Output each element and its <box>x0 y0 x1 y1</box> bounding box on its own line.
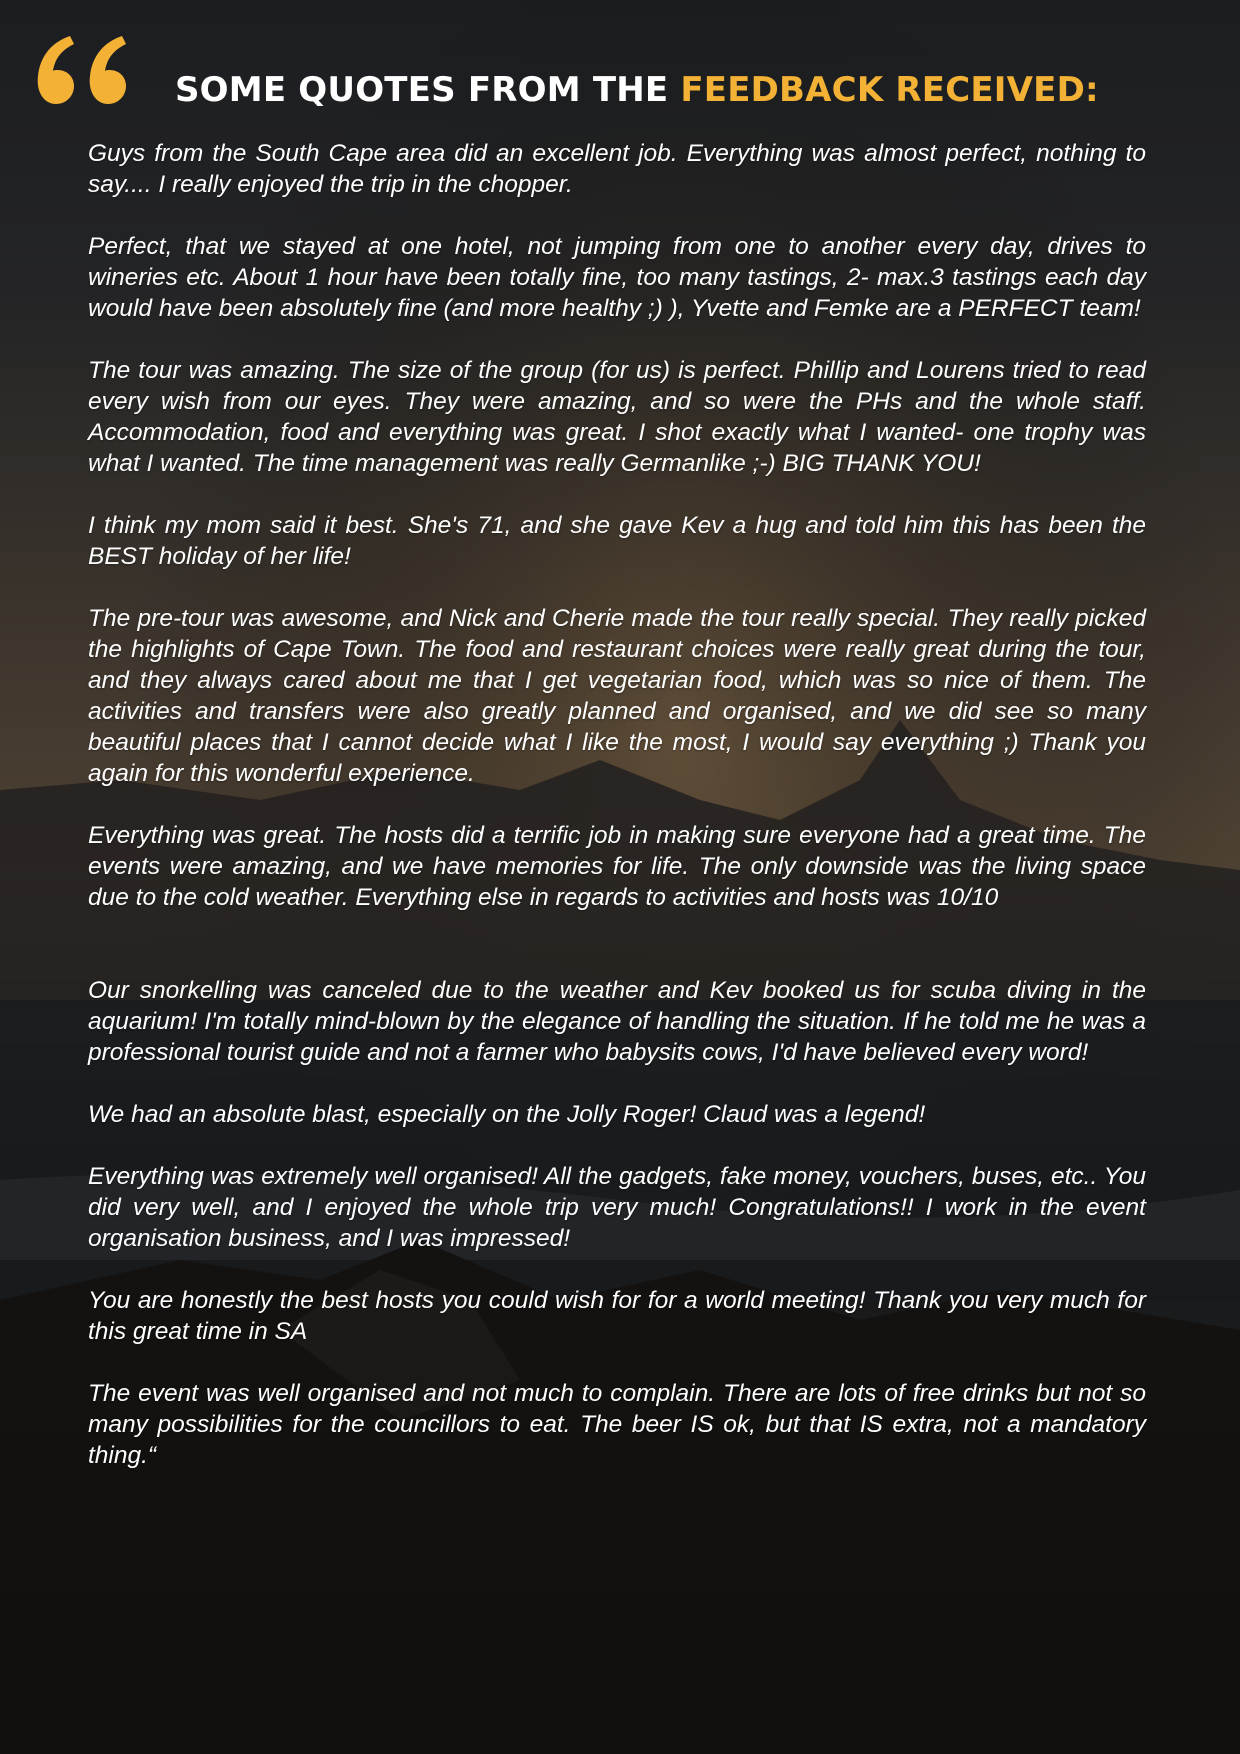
feedback-quote: The event was well organised and not much to complain. There are lots of free drinks but not so many possibilities for the councillors to eat. The beer IS ok, but that IS extra, not a mandatory thing.“ <box>88 1380 1146 1469</box>
feedback-quote: You are honestly the best hosts you could wish for for a world meeting! Thank you very much for this great time in SA <box>88 1287 1146 1345</box>
feedback-quote: Perfect, that we stayed at one hotel, not jumping from one to another every day, drives to wineries etc. About 1 hour have been totally fine, too many tastings, 2- max.3 tastings each day would have been absolutely fine (and more healthy ;) ), Yvette and Femke are a PERFECT team! <box>88 233 1146 322</box>
feedback-quote: Everything was great. The hosts did a terrific job in making sure everyone had a great time. The events were amazing, and we have memories for life. The only downside was the living space due to the cold weather. Everything else in regards to activities and hosts was 10/10 <box>88 822 1146 911</box>
feedback-quote: The pre-tour was awesome, and Nick and Cherie made the tour really special. They really picked the highlights of Cape Town. The food and restaurant choices were really great during the tour, and they always cared about me that I get vegetarian food, which was so nice of them. The activities and transfers were also greatly planned and organised, and we did see so many beautiful places that I cannot decide what I like the most, I would say everything ;) Thank you again for this wonderful experience. <box>88 605 1146 787</box>
feedback-quote: Our snorkelling was canceled due to the weather and Kev booked us for scuba diving in the aquarium! I'm totally mind-blown by the elegance of handling the situation. If he told me he was a professional tourist guide and not a farmer who babysits cows, I'd have believed every word! <box>88 977 1146 1066</box>
feedback-quote: The tour was amazing. The size of the group (for us) is perfect. Phillip and Lourens tried to read every wish from our eyes. They were amazing, and so were the PHs and the whole staff. Accommodation, food and everything was great. I shot exactly what I wanted- one trophy was what I wanted. The time management was really Germanlike ;-) BIG THANK YOU! <box>88 357 1146 477</box>
feedback-quote: We had an absolute blast, especially on the Jolly Roger! Claud was a legend! <box>88 1101 926 1128</box>
feedback-quote: Everything was extremely well organised! All the gadgets, fake money, vouchers, buses, etc.. You did very well, and I enjoyed the whole trip very much! Congratulations!! I work in the event organisation business, and I was impressed! <box>88 1163 1146 1252</box>
double-quote-icon <box>30 28 130 118</box>
title-white-part: SOME QUOTES FROM THE <box>175 70 681 110</box>
page-title <box>175 70 1175 110</box>
feedback-quote: Guys from the South Cape area did an excellent job. Everything was almost perfect, nothing to say.... I really enjoyed the trip in the chopper. <box>88 140 1146 198</box>
feedback-quotes <box>88 138 1146 1502</box>
title-accent-part: FEEDBACK RECEIVED: <box>680 70 1099 110</box>
feedback-quote: I think my mom said it best. She's 71, and she gave Kev a hug and told him this has been the BEST holiday of her life! <box>88 512 1146 570</box>
